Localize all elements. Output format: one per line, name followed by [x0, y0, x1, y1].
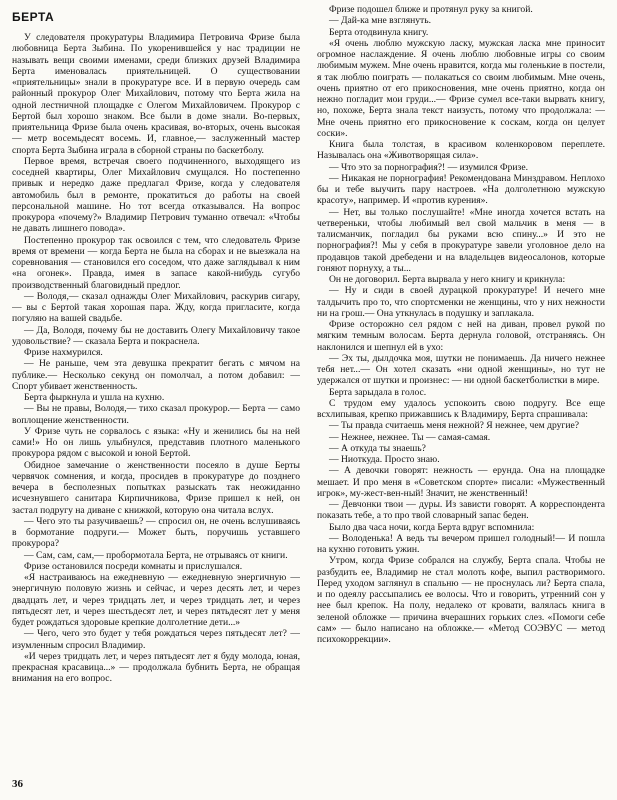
paragraph: — Ниоткуда. Просто знаю.: [329, 454, 440, 465]
paragraph: — Эх ты, дылдочка моя, шутки не понимаешь. Да ничего нежнее тебя нет...— Он хотел сказать «ни одной женщины», но тут не удержался от шутки и произнес: — ни одной баскетболистки в мире.: [317, 352, 605, 387]
paragraph: — Ты правда считаешь меня нежной? Я нежнее, чем другие?: [329, 420, 580, 432]
paragraph: Постепенно прокурор так освоился с тем, что следователь Фризе время от времени — когда Берта не была на сборах и не выезжала на соревнования — становился его соседом, что даже заглядывал к ним «на огонек». Правда, имея в запасе какой-нибудь сугубо производственный благовидный предлог.: [12, 234, 300, 291]
paragraph: — Чего, чего это будет у тебя рождаться через пятьдесят лет? — изумленным спросил Владимир.: [12, 628, 300, 651]
paragraph: — Не раньше, чем эта девушка прекратит бегать с мячом на публике.— Несколько секунд он помолчал, а потом добавил: — Спорт убивает женственность.: [12, 358, 300, 392]
paragraph: «Я настраиваюсь на ежедневную — ежедневную энергичную — энергичную половую жизнь и сейчас, и через десять лет, и через двадцать лет, и через тридцать лет, и через тридцать лет, и через пятьдесят лет, и через шестьдесят лет, и через пятьдесят лет у меня будет рождаться здоровые крепкие долголетние дети...»: [12, 572, 300, 628]
paragraph: Фризе остановился посреди комнаты и прислушался.: [24, 560, 243, 572]
paragraph: Утром, когда Фризе собрался на службу, Берта спала. Чтобы не разбудить ее, Владимир не стал молоть кофе, выпил растворимого. Перед уходом заглянул в спальню — не проснулась ли? Берта спала, и по одеялу рассыпались ее волосы. Что и говорить, утренний сон у нее был крепок. На полу, недалеко от кровати, валялась книга в зеленой обложке — причина вчерашних горьких слез. «Помоги себе сам» — было написано на обложке.— «Метод СОЭВУС — метод психокоррекции».: [317, 555, 605, 645]
paragraph: Он не договорил. Берта вырвала у него книгу и крикнула:: [329, 274, 566, 285]
paragraph: Книга была толстая, в красивом коленкоровом переплете. Называлась она «Животворящая сила».: [317, 139, 605, 162]
paragraph: — А девочки говорят: нежность — ерунда. Она на площадке мешает. И про меня в «Советском спорте» писали: «Мужественный игрок», му-жест-вен-ный! Значит, не женственный!: [317, 465, 605, 499]
paragraph: — Вы не правы, Володя,— тихо сказал прокурор.— Берта — само воплощение женственности.: [12, 403, 300, 426]
paragraph: С трудом ему удалось успокоить свою подругу. Все еще всхлипывая, крепко прижавшись к Владимиру, Берта спрашивала:: [317, 397, 605, 420]
left-text-column: [12, 32, 300, 774]
paragraph: — Что это за порнография?! — изумился Фризе.: [329, 161, 528, 173]
paragraph: — Володенька! А ведь ты вечером пришел голодный!— И пошла на кухню готовить ужин.: [317, 532, 605, 555]
paragraph: — А откуда ты знаешь?: [329, 442, 426, 454]
paragraph: — Дай-ка мне взглянуть.: [329, 15, 432, 27]
paragraph: У следователя прокуратуры Владимира Петровича Фризе была любовница Берта Зыбина. По укоренившейся у нас традиции не называть вещи своими именами, среди близких друзей Владимира Берта именовалась приятельницей. О существовании «приятельницы» знали в прокуратуре все. И в первую очередь сам районный прокурор Олег Михайлович, потому что Берта жила на одной лестничной площадке с Олегом Михайловичем. Прокурор с Бертой был хорошо знаком. Все были в доме знали. Во-первых, приятельница Фризе была очень красивая, во-вторых, очень высокая — метр восемьдесят восемь. И, главное,— заслуженный мастер спорта Берта Зыбина играла в сборной страны по баскетболу.: [12, 32, 300, 156]
paragraph: — Володя,— сказал однажды Олег Михайлович, раскурив сигару,— вы с Бертой такая хорошая пара. Жду, когда пригласите, когда погуляю на вашей свадьбе.: [12, 290, 300, 325]
paragraph: — Нежнее, нежнее. Ты — самая-самая.: [329, 431, 491, 443]
paragraph: Обидное замечание о женственности посеяло в душе Берты червячок сомнения, и когда, просидев в прокуратуре до позднего вечера в бесполезных попытках разыскать так неожиданно исчезнувшего санитара Кирпичникова, Фризе пришел к ней, он застал подругу на диване с книжкой, которую она читала вслух.: [12, 459, 300, 516]
paragraph: «Я очень люблю мужскую ласку, мужская ласка мне приносит огромное наслаждение. Я очень люблю любовные игры со своим любимым мужем. Мне очень нравится, когда мы голенькие в постели, я так люблю поиграть — полакаться со своим любимым. Мне очень, очень приятно от его прикосновения, мне очень приятно, когда он нежно погладит мои груди...— Фризе сумел все-таки вырвать книгу, но, похоже, Берта знала текст наизусть, потому что продолжала: — Мне очень приятно его прикосновение к соскам, когда он целует соски».: [317, 37, 605, 139]
paragraph: У Фризе чуть не сорвалось с языка: «Ну и женились бы на ней сами!» Но он лишь улыбнулся, представив плотного маленького прокурора рядом с высокой и юной Бертой.: [12, 425, 300, 460]
paragraph: Фризе осторожно сел рядом с ней на диван, провел рукой по мягким темным волосам. Берта дернула головой, отстраняясь. Он наклонился и шепнул ей в ухо:: [317, 319, 605, 353]
paragraph: — Ну и сиди в своей дурацкой прокуратуре! И нечего мне талдычить про то, что спортсменки не женщины, что у них нежности ни на грош.— Она уткнулась в подушку и заплакала.: [317, 285, 605, 319]
paragraph: — Сам, сам, сам,— пробормотала Берта, не отрываясь от книги.: [24, 549, 288, 561]
paragraph: — Нет, вы только послушайте! «Мне иногда хочется встать на четвереньки, чтобы любимый вел свой мальчик в меня — в талисманчик, погладил бы руками всю спину...» И это не порнография?! Мы у себя в прокуратуре завели уголовное дело на продавцов такой дребедени и на владельцев видеосалонов, которые гоняют порнуху, а ты...: [317, 206, 605, 274]
paragraph: Фризе нахмурился.: [24, 347, 103, 358]
paragraph: Было два часа ночи, когда Берта вдруг вспомнила:: [329, 521, 535, 533]
paragraph: Фризе подошел ближе и протянул руку за книгой.: [329, 4, 533, 15]
paragraph: — Девчонки твои — дуры. Из зависти говорят. А корреспондента показать тебе, а то про твой словарный запас беден.: [317, 499, 605, 522]
chapter-heading: БЕРТА: [12, 10, 55, 24]
paragraph: Первое время, встречая своего подчиненного, выходящего из соседней квартиры, Олег Михайлович смущался. Но постепенно привык и нередко даже предлагал Фризе, когда у следователя автомобиль был в ремонте, прокатиться до работы на своей персональной машине. Но тот всегда отказывался. На вопрос прокурора «почему?» Владимир Петрович туманно отвечал: «Чтобы не давать лишнего повода».: [12, 155, 300, 235]
page-number: 36: [12, 778, 23, 790]
right-text-column: [317, 4, 605, 774]
paragraph: — Да, Володя, почему бы не доставить Олегу Михайловичу такое удовольствие? — сказала Берта и покраснела.: [12, 324, 300, 347]
paragraph: — Никакая не порнография! Рекомендована Минздравом. Неплохо бы и тебе выучить пару настроев. «На долголетнюю мужскую красоту», например. И «против курения».: [317, 172, 605, 207]
paragraph: Берта отодвинула книгу.: [329, 26, 429, 38]
paragraph: «И через тридцать лет, и через пятьдесят лет я буду молода, юная, прекрасная красавица...» — продолжала бубнить Берта, не обращая внимания на его вопрос.: [12, 650, 300, 685]
paragraph: Берта фыркнула и ушла на кухню.: [24, 392, 165, 403]
paragraph: Берта зарыдала в голос.: [329, 386, 427, 398]
paragraph: — Чего это ты разучиваешь? — спросил он, не очень вслушиваясь в бормотание подруги.— Может быть, поручишь уставшего прокурора?: [12, 515, 300, 550]
